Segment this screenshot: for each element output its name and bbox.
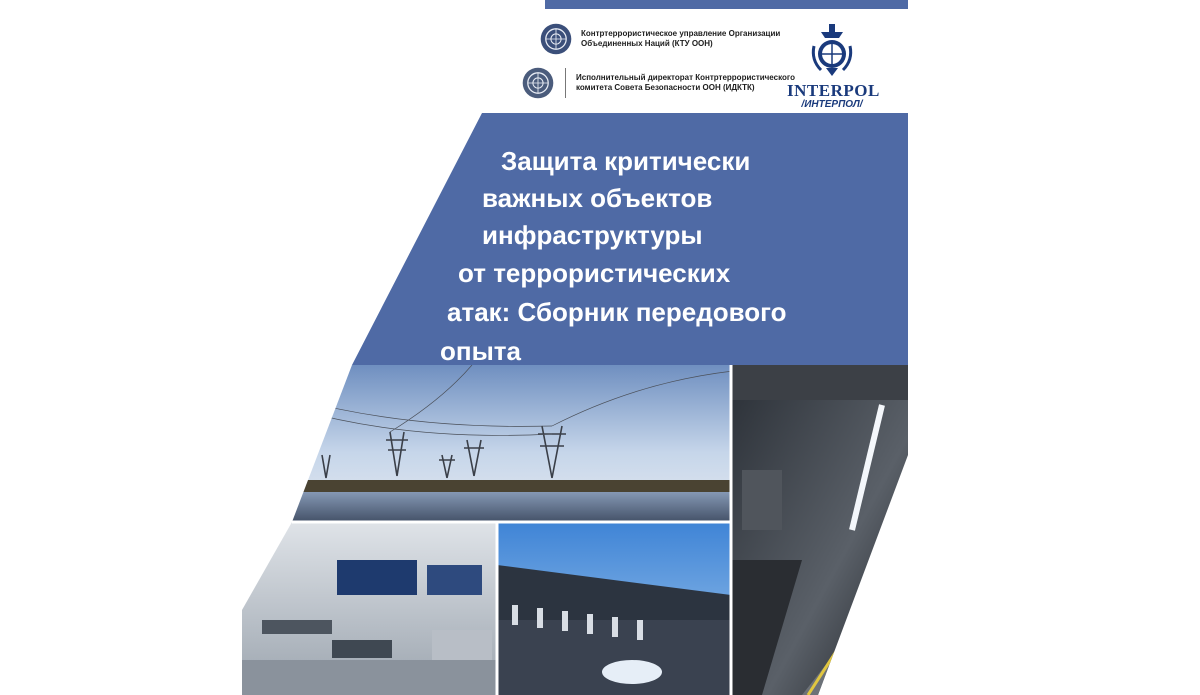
title-line-6: опыта bbox=[440, 336, 521, 366]
interpol-name: INTERPOL bbox=[787, 81, 880, 100]
photo-control-room bbox=[242, 522, 502, 695]
title-line-1: Защита критически bbox=[501, 146, 751, 176]
org1-line2: Объединенных Наций (КТУ ООН) bbox=[581, 39, 713, 48]
title-line-4: от террористических bbox=[458, 258, 731, 288]
title-line-3: инфраструктуры bbox=[482, 220, 703, 250]
interpol-subtitle: /ИНТЕРПОЛ/ bbox=[801, 99, 863, 110]
org2-line2: комитета Совета Безопасности ООН (ИДКТК) bbox=[576, 83, 755, 92]
title-line-5: атак: Сборник передового bbox=[447, 297, 787, 327]
cover-graphics bbox=[242, 0, 908, 695]
org2-line1: Исполнительный директорат Контртеррористического bbox=[576, 73, 795, 82]
photo-power-lines bbox=[282, 365, 742, 525]
photo-dam bbox=[497, 522, 737, 695]
photo-tunnel bbox=[731, 365, 908, 695]
cover-page bbox=[242, 0, 908, 695]
title-line-2: важных объектов bbox=[482, 183, 713, 213]
org1-line1: Контртеррористическое управление Организации bbox=[581, 29, 781, 38]
